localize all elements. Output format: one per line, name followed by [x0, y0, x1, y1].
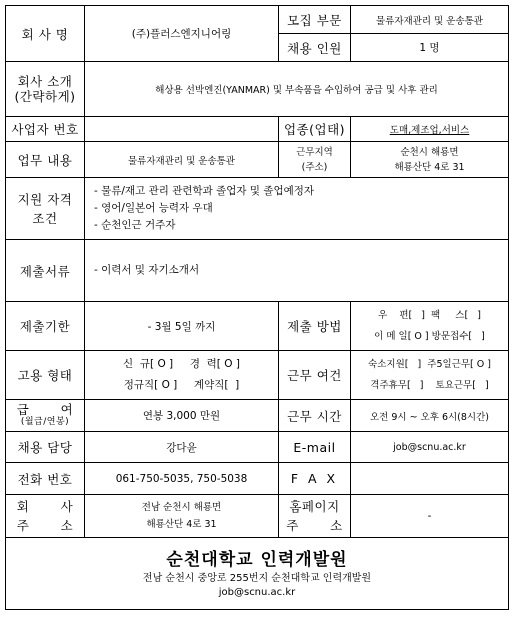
deadline-label: 제출기한: [6, 302, 85, 351]
qualification-label-line1: 지원 자격: [17, 191, 73, 207]
phone-value: 061-750-5035, 750-5038: [85, 463, 279, 495]
fax-label: F A X: [279, 463, 351, 495]
company-address-value-line2: 해룡산단 4로 31: [146, 519, 217, 530]
company-address-label-line2: 주 소: [16, 518, 74, 533]
homepage-value: -: [351, 495, 509, 538]
documents-value-text: - 이력서 및 자기소개서: [94, 264, 200, 276]
fax-value: [351, 463, 509, 495]
work-conditions-label: 근무 여건: [279, 351, 351, 400]
employment-type-label: 고용 형태: [6, 351, 85, 400]
deadline-value: - 3월 5일 까지: [85, 302, 279, 351]
phone-label: 전화 번호: [6, 463, 85, 495]
company-intro-label: [6, 62, 85, 117]
employment-type-line1: 신 규[ O ] 경 력[ O ]: [123, 358, 240, 370]
documents-label: 제출서류: [6, 240, 85, 302]
employment-type-value: [85, 351, 279, 400]
company-address-label-line1: 회 사: [16, 499, 74, 514]
industry-value-text: 도매,제조업,서비스: [389, 125, 470, 136]
company-address-value-line1: 전남 순천시 해룡면: [141, 502, 222, 513]
company-intro-label-line1: 회사 소개: [17, 74, 73, 89]
work-area-value: [351, 142, 509, 178]
email-label: E-mail: [279, 432, 351, 463]
salary-label: [6, 400, 85, 432]
company-name-value: (주)플러스엔지니어링: [85, 6, 279, 62]
salary-value: 연봉 3,000 만원: [85, 400, 279, 432]
work-area-value-line1: 순천시 해룡면: [400, 146, 459, 158]
work-area-label-line1: 근무지역: [296, 146, 333, 158]
company-address-value: [85, 495, 279, 538]
recruit-dept-label: 모집 부문: [279, 6, 351, 34]
submission-method-line1: 우 편[ ] 팩 스[ ]: [378, 310, 481, 321]
work-hours-value: 오전 9시 ~ 오후 6시(8시간): [351, 400, 509, 432]
recruiter-value: 강다윤: [85, 432, 279, 463]
industry-value: [351, 117, 509, 142]
headcount-value: 1 명: [351, 34, 509, 62]
homepage-label-line1: 홈페이지: [289, 499, 340, 514]
duty-label: 업무 내용: [6, 142, 85, 178]
work-hours-label: 근무 시간: [279, 400, 351, 432]
footer-address: 전남 순천시 중앙로 255번지 순천대학교 인력개발원: [142, 572, 372, 584]
industry-label: 업종(업태): [279, 117, 351, 142]
work-area-label: [279, 142, 351, 178]
qualification-label-line2: 조건: [32, 210, 58, 226]
company-intro-label-line2: (간략하게): [14, 89, 76, 104]
recruit-dept-value: 물류자재관리 및 운송통관: [351, 6, 509, 34]
employment-type-line2: 정규직[ O ] 계약직[ ]: [123, 379, 240, 391]
qualification-item: - 순천인근 거주자: [94, 219, 176, 231]
business-number-label: 사업자 번호: [6, 117, 85, 142]
work-conditions-line2: 격주휴무[ ] 토요근무[ ]: [370, 380, 489, 391]
recruiter-label: 채용 담당: [6, 432, 85, 463]
company-address-label: [6, 495, 85, 538]
qualification-item: - 물류/재고 관리 관련학과 졸업자 및 졸업예정자: [94, 185, 315, 197]
job-posting-table: [5, 5, 509, 610]
headcount-label: 채용 인원: [279, 34, 351, 62]
salary-label-line1: 급 여: [16, 402, 74, 417]
homepage-label-line2: 주 소: [286, 518, 343, 533]
qualification-label: [6, 178, 85, 240]
footer-email: job@scnu.ac.kr: [218, 586, 296, 598]
qualification-value: [85, 178, 509, 240]
documents-value: [85, 240, 509, 302]
salary-label-line2: (월급/연봉): [20, 417, 70, 427]
company-name-label: 회 사 명: [6, 6, 85, 62]
homepage-label: [279, 495, 351, 538]
submission-method-line2: 이 메 일[ O ] 방문접수[ ]: [374, 331, 485, 342]
submission-method-label: 제출 방법: [279, 302, 351, 351]
work-conditions-value: [351, 351, 509, 400]
qualification-item: - 영어/일본어 능력자 우대: [94, 202, 213, 214]
work-area-value-line2: 해룡산단 4로 31: [394, 161, 465, 173]
company-intro-value: 해상용 선박엔진(YANMAR) 및 부속품을 수입하여 공급 및 사후 관리: [85, 62, 509, 117]
duty-value: 물류자재관리 및 운송통관: [85, 142, 279, 178]
footer: [6, 538, 509, 610]
submission-method-value: [351, 302, 509, 351]
work-area-label-line2: (주소): [301, 161, 328, 173]
email-value: job@scnu.ac.kr: [351, 432, 509, 463]
business-number-value: [85, 117, 279, 142]
footer-title: 순천대학교 인력개발원: [166, 549, 348, 570]
work-conditions-line1: 숙소지원[ ] 주5일근무[ O ]: [368, 359, 491, 370]
